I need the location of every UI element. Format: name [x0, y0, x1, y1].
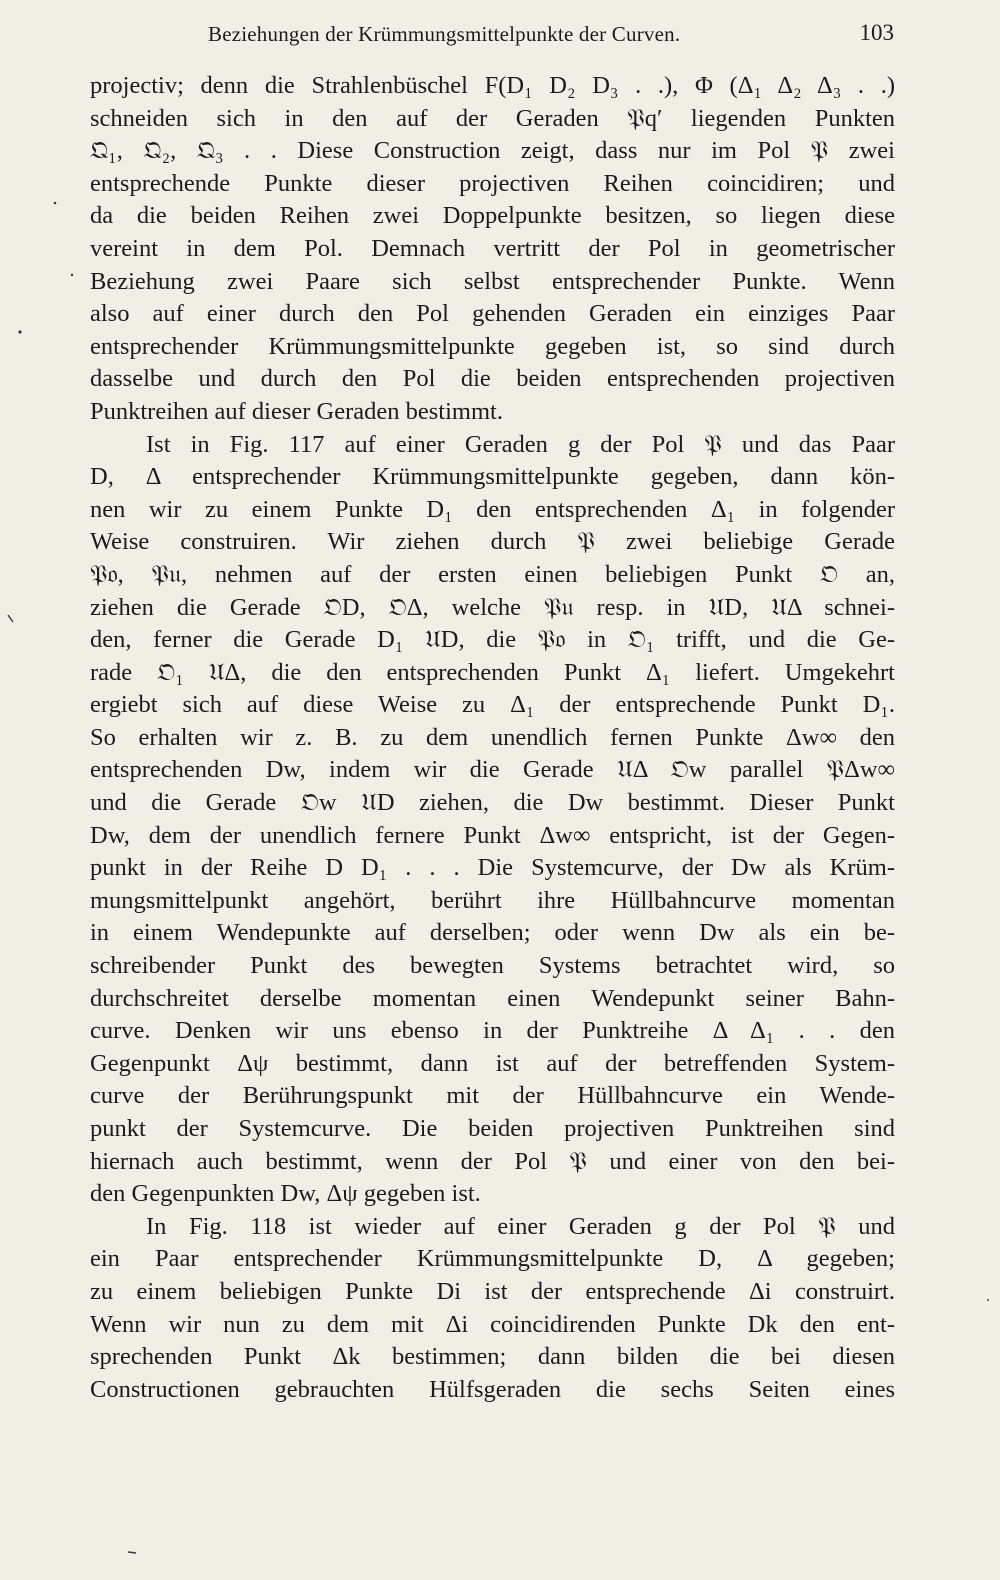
text-line: Wenn wir nun zu dem mit Δi coincidirenden Punkte Dk den ent-: [90, 1310, 895, 1338]
text-line: entsprechende Punkte dieser projectiven Reihen coincidiren; und: [90, 169, 895, 197]
text-line: zu einem beliebigen Punkte Di ist der entsprechende Δi construirt.: [90, 1277, 895, 1305]
text-line: in einem Wendepunkte auf derselben; oder wenn Dw als ein be-: [90, 919, 895, 947]
text-line: D, Δ entsprechender Krümmungsmittelpunkte gegeben, dann kön-: [90, 463, 895, 491]
text-line: ein Paar entsprechender Krümmungsmittelpunkte D, Δ gegeben;: [90, 1245, 895, 1273]
text-line: 𝔓𝔬, 𝔓𝔲, nehmen auf der ersten einen beliebigen Punkt 𝔒 an,: [90, 560, 895, 588]
speck: [128, 1552, 136, 1553]
text-line: hiernach auch bestimmt, wenn der Pol 𝔓 und einer von den bei-: [90, 1147, 895, 1175]
text-line: vereint in dem Pol. Demnach vertritt der Pol in geometrischer: [90, 234, 895, 262]
text-line: sprechenden Punkt Δk bestimmen; dann bilden die bei diesen: [90, 1343, 895, 1371]
text-line: projectiv; denn die Strahlenbüschel F(D₁ D₂ D₃ . .), Φ (Δ₁ Δ₂ Δ₃ . .): [90, 72, 895, 99]
page-number: 103: [859, 20, 894, 45]
text-line: ergiebt sich auf diese Weise zu Δ₁ der entsprechende Punkt D₁.: [90, 691, 895, 719]
text-line: In Fig. 118 ist wieder auf einer Geraden g der Pol 𝔓 und: [146, 1212, 895, 1240]
text-line: durchschreitet derselbe momentan einen Wendepunkt seiner Bahn-: [90, 984, 895, 1012]
text-line: Constructionen gebrauchten Hülfsgeraden die sechs Seiten eines: [90, 1375, 895, 1403]
text-line: und die Gerade 𝔒w 𝔘D ziehen, die Dw bestimmt. Dieser Punkt: [90, 789, 895, 817]
text-line: da die beiden Reihen zwei Doppelpunkte besitzen, so liegen diese: [90, 202, 895, 230]
text-line: Weise construiren. Wir ziehen durch 𝔓 zwei beliebige Gerade: [90, 528, 895, 556]
text-line: entsprechenden Dw, indem wir die Gerade 𝔘Δ 𝔒w parallel 𝔓Δw∞: [90, 756, 895, 784]
text-line: curve der Berührungspunkt mit der Hüllbahncurve ein Wende-: [90, 1082, 895, 1110]
text-line: rade 𝔒₁ 𝔘Δ, die den entsprechenden Punkt Δ₁ liefert. Umgekehrt: [90, 658, 895, 686]
text-line: mungsmittelpunkt angehört, berührt ihre Hüllbahncurve momentan: [90, 886, 895, 914]
text-line: Ist in Fig. 117 auf einer Geraden g der Pol 𝔓 und das Paar: [146, 430, 895, 458]
speck: [71, 274, 73, 276]
text-line: also auf einer durch den Pol gehenden Geraden ein einziges Paar: [90, 300, 895, 328]
body-text: [90, 70, 895, 1406]
text-line: punkt in der Reihe D D₁ . . . Die Systemcurve, der Dw als Krüm-: [90, 854, 895, 882]
text-line: Punktreihen auf dieser Geraden bestimmt.: [90, 397, 503, 425]
text-line: entsprechender Krümmungsmittelpunkte gegeben ist, so sind durch: [90, 332, 895, 360]
text-line: curve. Denken wir uns ebenso in der Punktreihe Δ Δ₁ . . den: [90, 1017, 895, 1045]
text-line: punkt der Systemcurve. Die beiden projectiven Punktreihen sind: [90, 1115, 895, 1142]
text-line: schreibender Punkt des bewegten Systems betrachtet wird, so: [90, 952, 895, 980]
text-line: dasselbe und durch den Pol die beiden entsprechenden projectiven: [90, 365, 895, 393]
text-line: Beziehung zwei Paare sich selbst entsprechender Punkte. Wenn: [90, 267, 895, 295]
text-line: So erhalten wir z. B. zu dem unendlich fernen Punkte Δw∞ den: [90, 723, 895, 751]
text-line: den Gegenpunkten Dw, Δψ gegeben ist.: [90, 1180, 481, 1208]
speck: [18, 330, 21, 333]
text-line: schneiden sich in den auf der Geraden 𝔓q′ liegenden Punkten: [90, 104, 895, 132]
speck: [54, 202, 57, 205]
page-header: [88, 22, 894, 56]
running-title: Beziehungen der Krümmungsmittelpunkte der Curven.: [208, 22, 681, 46]
text-line: ziehen die Gerade 𝔒D, 𝔒Δ, welche 𝔓𝔲 resp. in 𝔘D, 𝔘Δ schnei-: [90, 593, 895, 621]
text-line: den, ferner die Gerade D₁ 𝔘D, die 𝔓𝔬 in 𝔒₁ trifft, und die Ge-: [90, 626, 895, 654]
speck: [8, 615, 13, 622]
text-line: Dw, dem der unendlich fernere Punkt Δw∞ entspricht, ist der Gegen-: [90, 821, 895, 849]
text-line: 𝔔₁, 𝔔₂, 𝔔₃ . . Diese Construction zeigt, dass nur im Pol 𝔓 zwei: [90, 137, 895, 165]
speck: [987, 1299, 989, 1301]
text-line: Gegenpunkt Δψ bestimmt, dann ist auf der betreffenden System-: [90, 1049, 895, 1077]
text-line: nen wir zu einem Punkte D₁ den entsprechenden Δ₁ in folgender: [90, 495, 895, 523]
